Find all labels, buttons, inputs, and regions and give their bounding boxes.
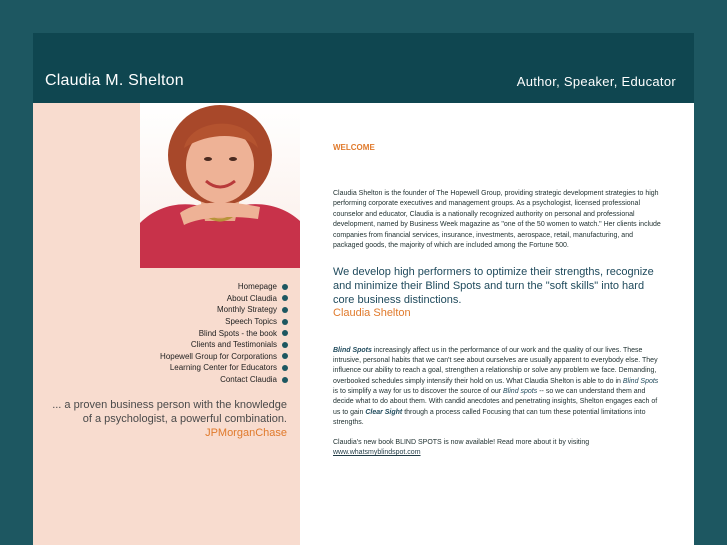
bullet-icon <box>282 295 288 301</box>
book-announcement <box>333 438 663 459</box>
paragraph-text: increasingly affect us in the performance of our work and the quality of our lives. These intrusive, personal habits that we can't see about ourselves are usually apparent to everybody else. They influence our ability to reach a goal, strengthen a relationship or solve any problem we face. Demanding, overbooked schedules simply intensify their hold on us. What Claudia Shelton is able to do in <box>333 346 658 385</box>
nav-label: Monthly Strategy <box>216 305 277 315</box>
nav-clients-testimonials[interactable] <box>160 339 288 351</box>
nav-monthly-strategy[interactable] <box>160 304 288 316</box>
nav-contact-claudia[interactable] <box>160 374 288 386</box>
quote-line-2: of a psychologist, a powerful combination. <box>82 413 287 425</box>
bullet-icon <box>282 377 288 383</box>
page-frame <box>33 33 694 545</box>
site-title[interactable]: Claudia M. Shelton <box>45 72 184 89</box>
nav-label: About Claudia <box>226 293 277 303</box>
header-bar <box>33 33 694 103</box>
author-photo <box>140 103 300 268</box>
quote-line-1: ... a proven business person with the knowledge <box>52 399 287 411</box>
book-website-link[interactable]: www.whatsmyblindspot.com <box>333 449 421 457</box>
blind-spots-paragraph <box>333 346 663 428</box>
nav-label: Homepage <box>237 282 277 292</box>
nav-hopewell-group[interactable] <box>160 351 288 363</box>
nav-learning-center[interactable] <box>160 362 288 374</box>
nav-about-claudia[interactable] <box>160 293 288 305</box>
announcement-text: Claudia's new book BLIND SPOTS is now available! Read more about it by visiting <box>333 439 590 447</box>
nav-label: Hopewell Group for Corporations <box>160 351 277 361</box>
bullet-icon <box>282 353 288 359</box>
pull-quote <box>333 266 663 320</box>
bullet-icon <box>282 342 288 348</box>
nav-label: Learning Center for Educators <box>169 363 277 373</box>
left-sidebar <box>33 103 300 545</box>
welcome-heading: WELCOME <box>333 143 375 152</box>
clear-sight-bold: Clear Sight <box>365 408 403 416</box>
pull-quote-text: We develop high performers to optimize their strengths, recognize and minimize their Blind Spots and turn the "soft skills" into hard core business distinctions. <box>333 266 654 306</box>
bullet-icon <box>282 319 288 325</box>
paragraph-text: through a process called Focusing that can turn these potential limitations into strengths. <box>333 408 646 426</box>
quote-source: JPMorganChase <box>205 427 287 439</box>
nav-speech-topics[interactable] <box>160 316 288 328</box>
paragraph-text: -- so we can understand them and decide what to do about them. With candid anecdotes and penetrating insights, Shelton engages each of us to gain <box>333 388 658 416</box>
blind-spots-italic: Blind Spots <box>622 377 659 385</box>
main-content <box>333 143 663 459</box>
nav-homepage[interactable] <box>160 281 288 293</box>
nav-label: Contact Claudia <box>220 375 277 385</box>
nav-label: Clients and Testimonials <box>190 340 277 350</box>
bullet-icon <box>282 330 288 336</box>
pull-quote-author: Claudia Shelton <box>333 307 411 320</box>
bullet-icon <box>282 365 288 371</box>
blind-spots-italic-2: Blind spots <box>503 388 538 395</box>
nav-label: Speech Topics <box>225 317 277 327</box>
bullet-icon <box>282 284 288 290</box>
bullet-icon <box>282 307 288 313</box>
site-tagline: Author, Speaker, Educator <box>516 74 676 89</box>
nav-blind-spots-book[interactable] <box>160 327 288 339</box>
main-navigation <box>160 281 288 385</box>
blind-spots-lead: Blind Spots <box>333 346 372 354</box>
nav-label: Blind Spots - the book <box>198 328 277 338</box>
testimonial-quote <box>27 398 287 440</box>
paragraph-text: is to simplify a way for us to discover the source of our <box>333 388 504 395</box>
intro-paragraph: Claudia Shelton is the founder of The Hopewell Group, providing strategic development strategies to high performing corporate executives and management groups. As a psychologist, licensed professional counselor and educator, Claudia is a nationally recognized authority on personal and professional development, named by Business Week magazine as "one of the 50 women to watch." Her clients include companies from financial services, insurance, investments, aerospace, retail, manufacturing, and packaged goods, the majority of which are included among the Fortune 500. <box>333 190 661 250</box>
